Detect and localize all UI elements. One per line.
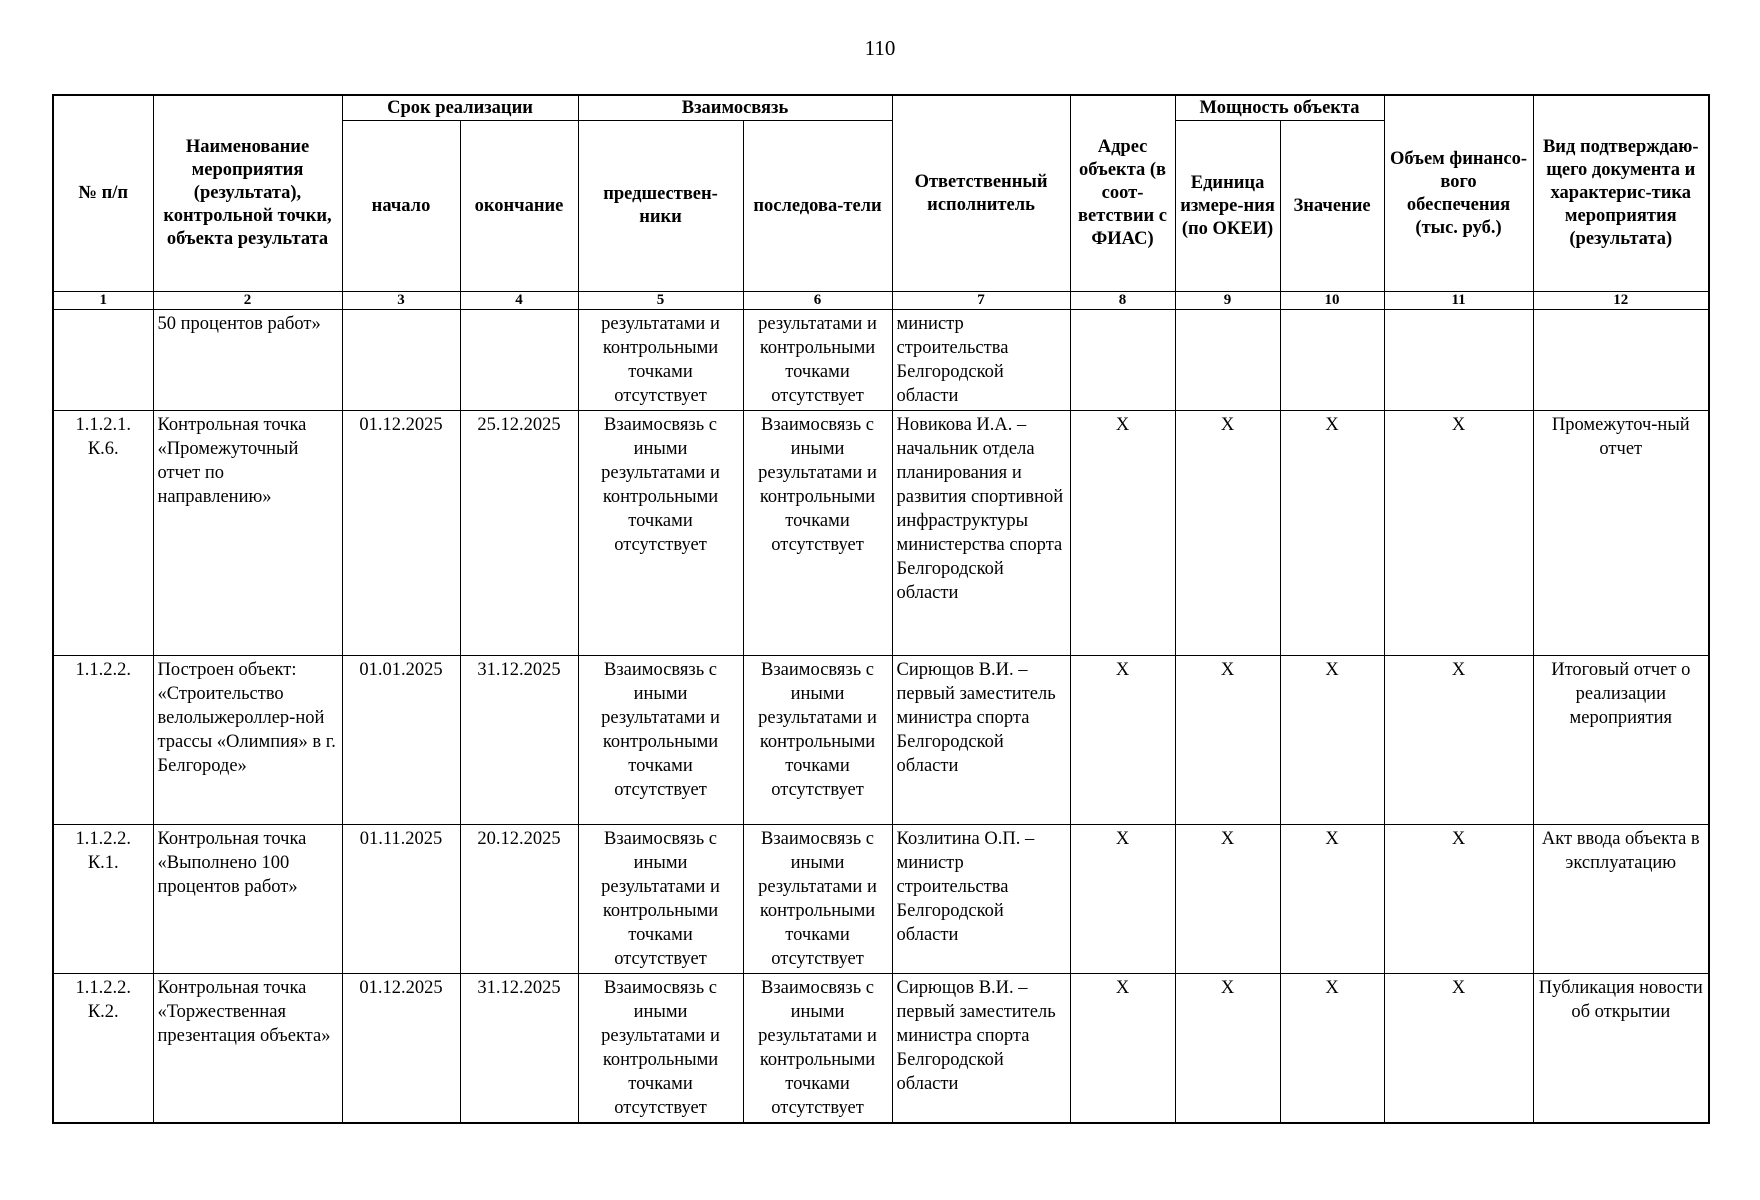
header-col-name: Наименование мероприятия (результата), контрольной точки, объекта результата [153,95,342,292]
cell-value: Х [1280,825,1384,974]
column-number: 4 [460,292,578,310]
cell-resp: Козлитина О.П. – министр строительства Белгородской области [892,825,1070,974]
cell-start: 01.12.2025 [342,974,460,1124]
header-col-resp: Ответственный исполнитель [892,95,1070,292]
cell-finance: Х [1384,411,1533,656]
cell-doc: Промежуточ-ный отчет [1533,411,1709,656]
column-number-row [53,292,1709,310]
cell-start [342,310,460,411]
cell-addr [1070,310,1175,411]
table-row [53,974,1709,1124]
cell-unit: Х [1175,411,1280,656]
cell-succ: Взаимосвязь с иными результатами и контрольными точками отсутствует [743,411,892,656]
cell-finance: Х [1384,656,1533,825]
column-number: 6 [743,292,892,310]
plan-table [52,94,1710,1124]
column-number: 11 [1384,292,1533,310]
column-number: 5 [578,292,743,310]
cell-addr: Х [1070,825,1175,974]
cell-num: 1.1.2.2. К.1. [53,825,153,974]
cell-doc: Акт ввода объекта в эксплуатацию [1533,825,1709,974]
cell-unit [1175,310,1280,411]
column-number: 8 [1070,292,1175,310]
cell-succ: Взаимосвязь с иными результатами и контрольными точками отсутствует [743,974,892,1124]
table-row [53,411,1709,656]
header-col-end: окончание [460,121,578,292]
cell-end: 31.12.2025 [460,656,578,825]
cell-unit: Х [1175,974,1280,1124]
cell-resp: Сирющов В.И. – первый заместитель министра спорта Белгородской области [892,974,1070,1124]
header-col-doc: Вид подтверждаю-щего документа и характерис-тика мероприятия (результата) [1533,95,1709,292]
cell-name: Контрольная точка «Промежуточный отчет по направлению» [153,411,342,656]
header-col-value: Значение [1280,121,1384,292]
cell-value: Х [1280,656,1384,825]
header-row-top [53,95,1709,121]
cell-pred: результатами и контрольными точками отсутствует [578,310,743,411]
cell-name: Построен объект: «Строительство велолыжероллер-ной трассы «Олимпия» в г. Белгороде» [153,656,342,825]
column-number: 2 [153,292,342,310]
column-number: 3 [342,292,460,310]
table-row [53,310,1709,411]
cell-finance: Х [1384,825,1533,974]
cell-pred: Взаимосвязь с иными результатами и контрольными точками отсутствует [578,825,743,974]
cell-finance: Х [1384,974,1533,1124]
header-group-period: Срок реализации [342,95,578,121]
header-group-link: Взаимосвязь [578,95,892,121]
cell-succ: Взаимосвязь с иными результатами и контрольными точками отсутствует [743,825,892,974]
table-row [53,656,1709,825]
header-col-pred: предшествен-ники [578,121,743,292]
cell-unit: Х [1175,656,1280,825]
cell-name: 50 процентов работ» [153,310,342,411]
cell-unit: Х [1175,825,1280,974]
column-number: 9 [1175,292,1280,310]
header-group-power: Мощность объекта [1175,95,1384,121]
table-row [53,825,1709,974]
cell-pred: Взаимосвязь с иными результатами и контрольными точками отсутствует [578,411,743,656]
cell-succ: результатами и контрольными точками отсутствует [743,310,892,411]
cell-num [53,310,153,411]
cell-start: 01.11.2025 [342,825,460,974]
cell-addr: Х [1070,411,1175,656]
cell-name: Контрольная точка «Выполнено 100 процентов работ» [153,825,342,974]
page-number: 110 [864,36,896,60]
cell-addr: Х [1070,974,1175,1124]
header-col-unit: Единица измере-ния (по ОКЕИ) [1175,121,1280,292]
header-col-finance: Объем финансо-вого обеспечения (тыс. руб.) [1384,95,1533,292]
cell-num: 1.1.2.2. К.2. [53,974,153,1124]
cell-end: 20.12.2025 [460,825,578,974]
cell-value [1280,310,1384,411]
cell-name: Контрольная точка «Торжественная презентация объекта» [153,974,342,1124]
cell-finance [1384,310,1533,411]
cell-value: Х [1280,411,1384,656]
cell-resp: Новикова И.А. – начальник отдела планирования и развития спортивной инфраструктуры министерства спорта Белгородской области [892,411,1070,656]
column-number: 10 [1280,292,1384,310]
cell-doc: Итоговый отчет о реализации мероприятия [1533,656,1709,825]
cell-doc [1533,310,1709,411]
cell-start: 01.01.2025 [342,656,460,825]
column-number: 7 [892,292,1070,310]
cell-start: 01.12.2025 [342,411,460,656]
column-number: 12 [1533,292,1709,310]
header-col-succ: последова-тели [743,121,892,292]
cell-num: 1.1.2.1. К.6. [53,411,153,656]
header-col-start: начало [342,121,460,292]
cell-end: 25.12.2025 [460,411,578,656]
cell-end: 31.12.2025 [460,974,578,1124]
cell-pred: Взаимосвязь с иными результатами и контрольными точками отсутствует [578,974,743,1124]
cell-num: 1.1.2.2. [53,656,153,825]
header-col-addr: Адрес объекта (в соот-ветствии с ФИАС) [1070,95,1175,292]
cell-doc: Публикация новости об открытии [1533,974,1709,1124]
column-number: 1 [53,292,153,310]
cell-value: Х [1280,974,1384,1124]
cell-resp: Сирющов В.И. – первый заместитель министра спорта Белгородской области [892,656,1070,825]
cell-addr: Х [1070,656,1175,825]
cell-pred: Взаимосвязь с иными результатами и контрольными точками отсутствует [578,656,743,825]
cell-resp: министр строительства Белгородской области [892,310,1070,411]
header-col-num: № п/п [53,95,153,292]
cell-succ: Взаимосвязь с иными результатами и контрольными точками отсутствует [743,656,892,825]
cell-end [460,310,578,411]
